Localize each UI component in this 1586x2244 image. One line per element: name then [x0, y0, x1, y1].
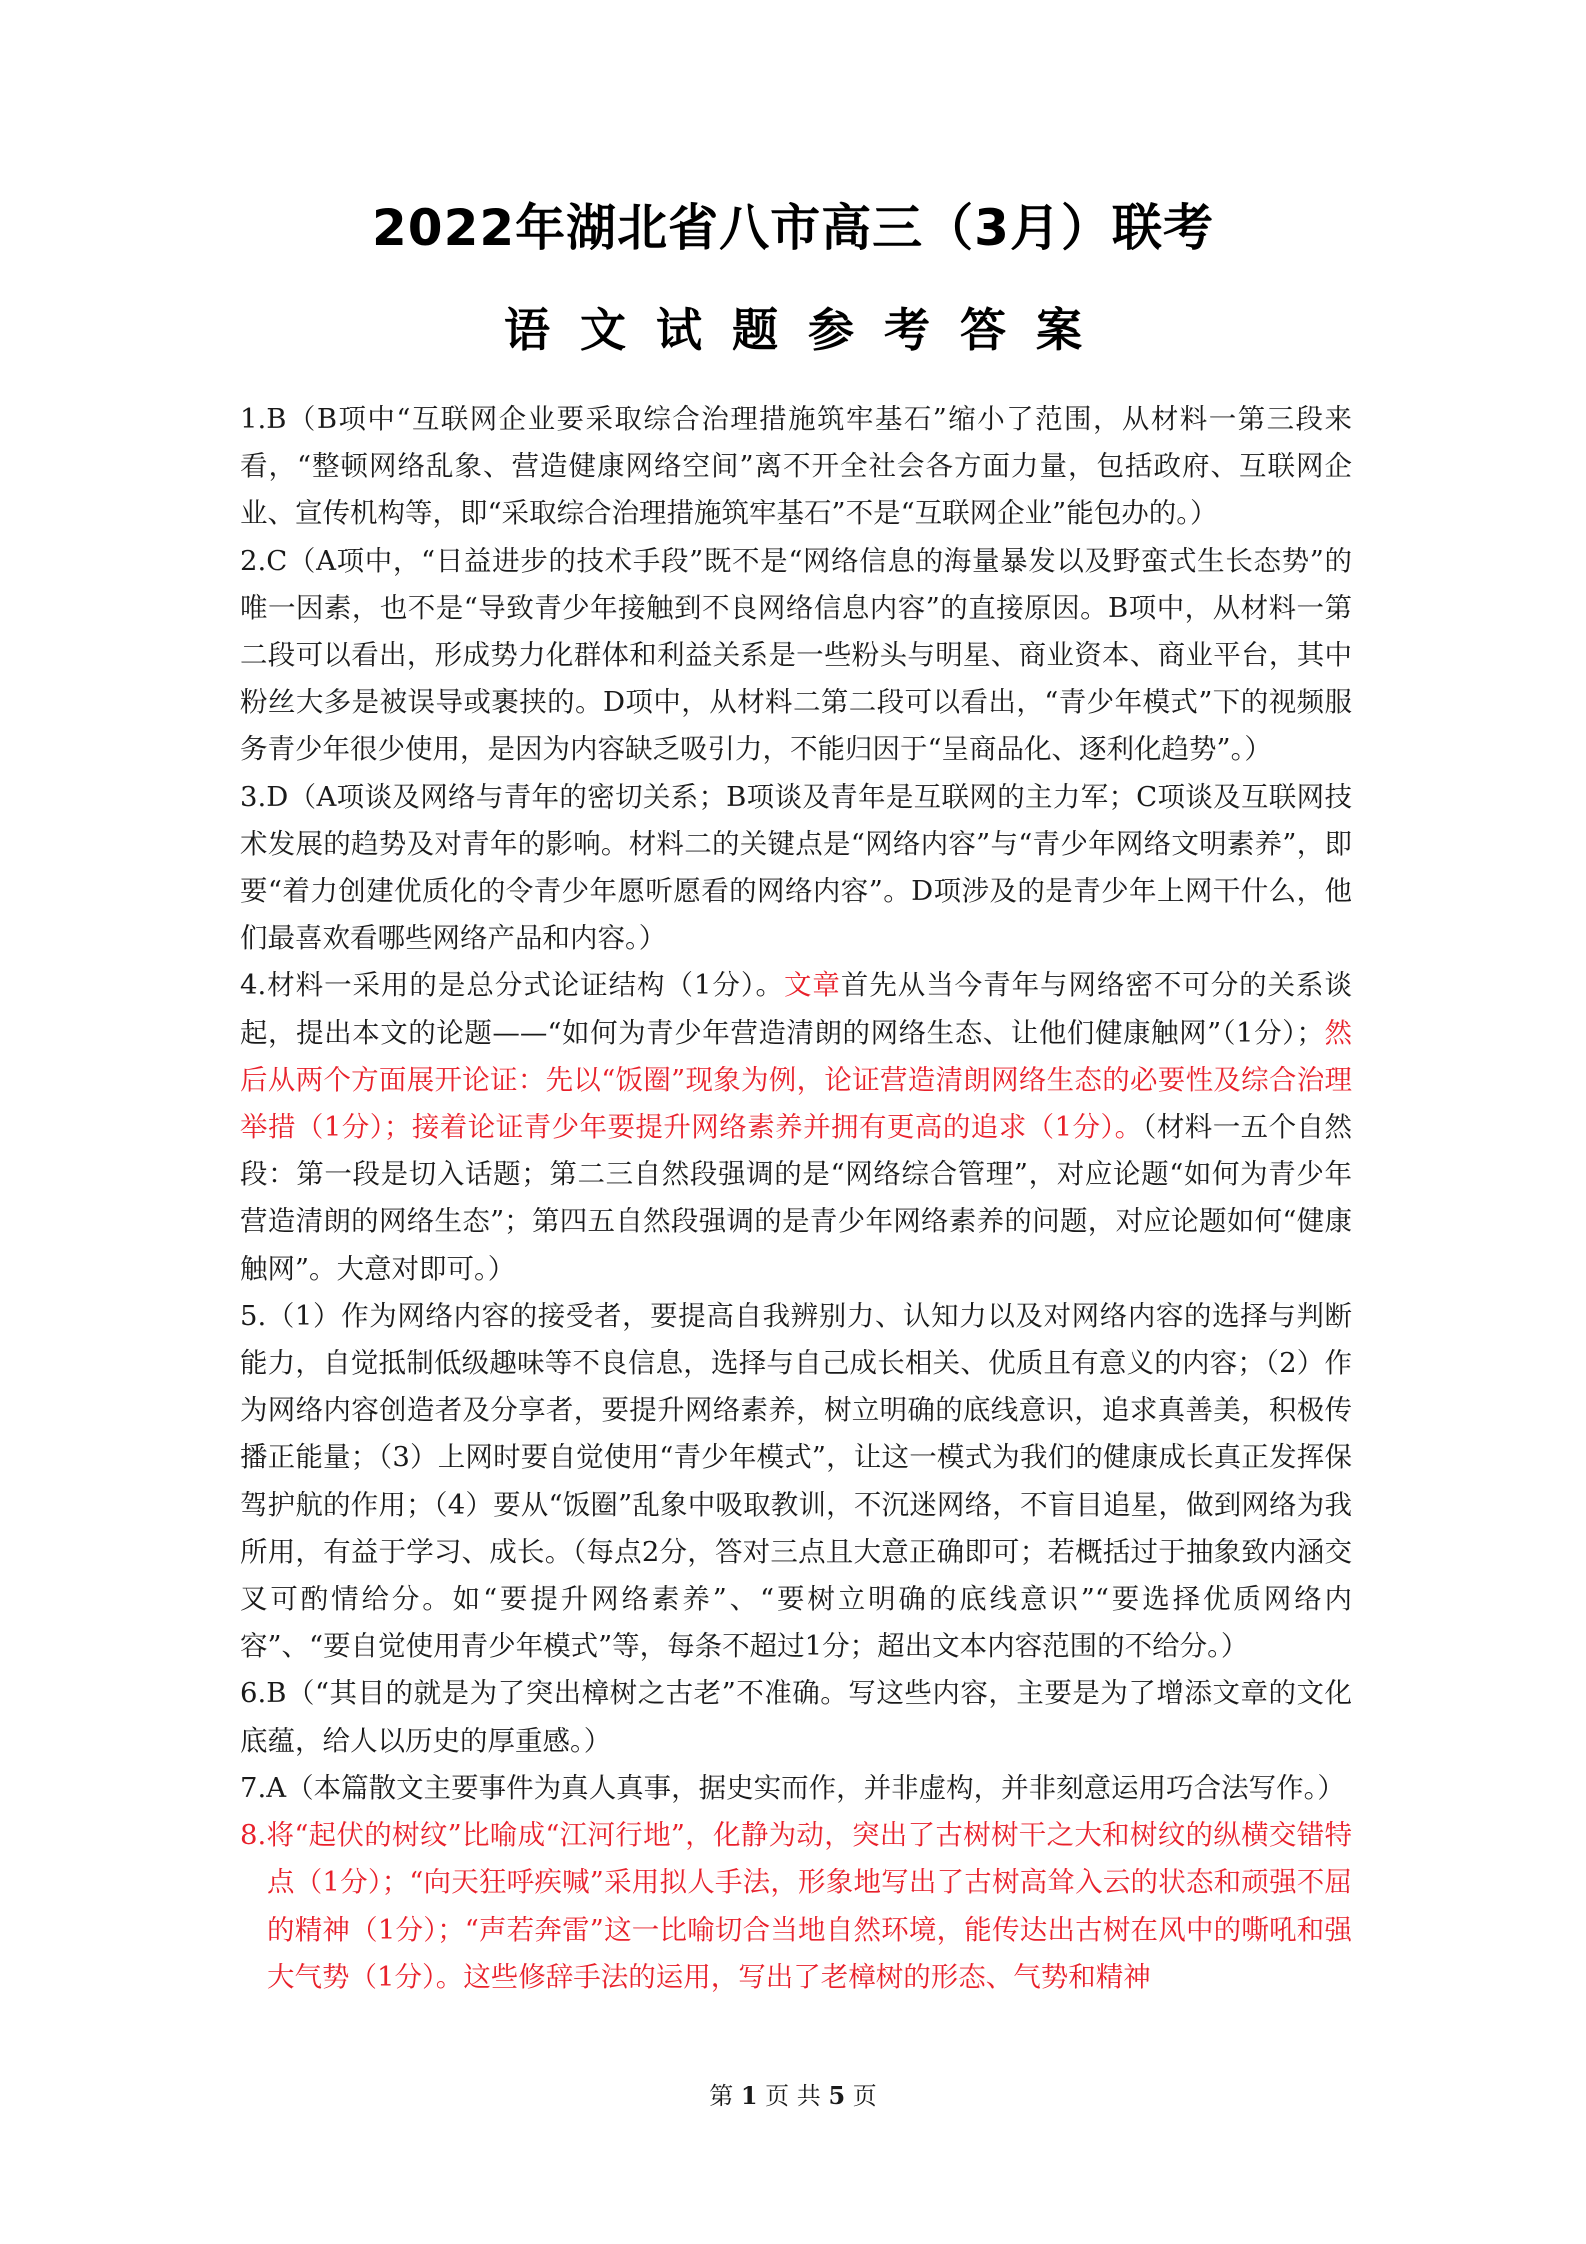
- answer-4-note: （材料一五个自然段：第一段是切入话题；第二三自然段强调的是“网络综合管理”，对应论题“如何为青少年营造清朗的网络生态”；第四五自然段强调的是青少年网络素养的问题，对应论题如何“健康触网”。大意对即可。）: [240, 1111, 1352, 1285]
- answer-1: 1.B（B项中“互联网企业要采取综合治理措施筑牢基石”缩小了范围，从材料一第三段来看，“整顿网络乱象、营造健康网络空间”离不开全社会各方面力量，包括政府、互联网企业、宣传机构等，即“采取综合治理措施筑牢基石”不是“互联网企业”能包办的。）: [240, 403, 1352, 530]
- answer-8: 8.将“起伏的树纹”比喻成“江河行地”，化静为动，突出了古树树干之大和树纹的纵横交错特点（1分）；“向天狂呼疾喊”采用拟人手法，形象地写出了古树高耸入云的状态和顽强不屈的精神（1分）；“声若奔雷”这一比喻切合当地自然环境，能传达出古树在风中的嘶吼和强大气势（1分）。这些修辞手法的运用，写出了老樟树的形态、气势和精神: [240, 1819, 1352, 1993]
- page-subtitle: 语文试题参考答案: [504, 303, 1112, 357]
- answer-5: 5.（1）作为网络内容的接受者，要提高自我辨别力、认知力以及对网络内容的选择与判断能力，自觉抵制低级趣味等不良信息，选择与自己成长相关、优质且有意义的内容；（2）作为网络内容创造者及分享者，要提升网络素养，树立明确的底线意识，追求真善美，积极传播正能量；（3）上网时要自觉使用“青少年模式”，让这一模式为我们的健康成长真正发挥保驾护航的作用；（4）要从“饭圈”乱象中吸取教训，不沉迷网络，不盲目追星，做到网络为我所用，有益于学习、成长。（每点2分，答对三点且大意正确即可；若概括过于抽象致内涵交叉可酌情给分。如“要提升网络素养”、“要树立明确的底线意识”“要选择优质网络内容”、“要自觉使用青少年模式”等，每条不超过1分；超出文本内容范围的不给分。）: [240, 1299, 1352, 1663]
- page-title: 2022年湖北省八市高三（3月）联考: [372, 199, 1214, 257]
- answer-4-thesis: 首先从当今青年与网络密不可分的关系谈起，提出本文的论题——“如何为青少年营造清朗的网络生态、让他们健康触网”（1分）；: [240, 969, 1353, 1049]
- footer-middle: 页 共: [765, 2082, 821, 2110]
- answers-content: [240, 396, 1352, 2001]
- answer-3: 3.D（A项谈及网络与青年的密切关系；B项谈及青年是互联网的主力军；C项谈及互联网技术发展的趋势及对青年的影响。材料二的关键点是“网络内容”与“青少年网络文明素养”，即要“着力创建优质化的令青少年愿听愿看的网络内容”。D项涉及的是青少年上网干什么，他们最喜欢看哪些网络产品和内容。）: [240, 780, 1352, 955]
- footer-prefix: 第: [709, 2082, 734, 2110]
- footer-page-number: 1: [740, 2081, 758, 2110]
- footer-total-pages: 5: [828, 2081, 846, 2110]
- answer-4-structure: 4.材料一采用的是总分式论证结构（1分）。: [240, 969, 784, 1002]
- answer-4: [240, 962, 1352, 1292]
- answer-4-highlight-word: 文章: [783, 969, 841, 1002]
- footer-suffix: 页: [852, 2082, 877, 2110]
- page-footer: [0, 2080, 1586, 2112]
- answer-7: 7.A（本篇散文主要事件为真人真事，据史实而作，并非虚构，并非刻意运用巧合法写作。）: [240, 1771, 1345, 1804]
- answer-4-highlight-argument: 然后从两个方面展开论证：先以“饭圈”现象为例，论证营造清朗网络生态的必要性及综合治理举措（1分）；接着论证青少年要提升网络素养并拥有更高的追求（1分）。: [240, 1016, 1352, 1144]
- answer-6: 6.B（“其目的就是为了突出樟树之古老”不准确。写这些内容，主要是为了增添文章的文化底蕴，给人以历史的厚重感。）: [240, 1677, 1352, 1757]
- answer-2: 2.C（A项中，“日益进步的技术手段”既不是“网络信息的海量暴发以及野蛮式生长态势”的唯一因素，也不是“导致青少年接触到不良网络信息内容”的直接原因。B项中，从材料一第二段可以看出，形成势力化群体和利益关系是一些粉头与明星、商业资本、商业平台，其中粉丝大多是被误导或裹挟的。D项中，从材料二第二段可以看出，“青少年模式”下的视频服务青少年很少使用，是因为内容缺乏吸引力，不能归因于“呈商品化、逐利化趋势”。）: [240, 544, 1352, 766]
